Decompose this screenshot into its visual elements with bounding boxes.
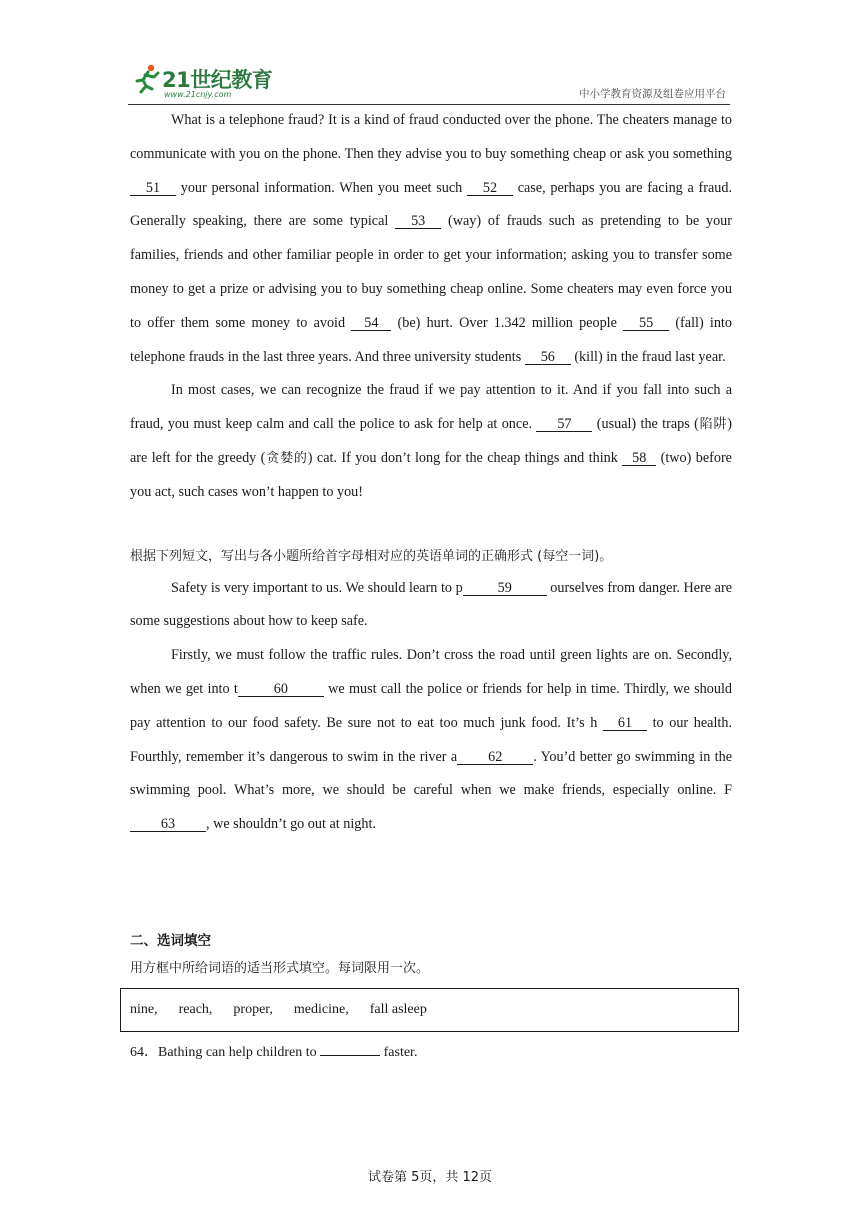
page-header xyxy=(128,58,730,105)
word-option: reach, xyxy=(178,1001,213,1017)
blank-57[interactable]: 57 xyxy=(536,417,592,432)
logo-url: www.21cnjy.com xyxy=(164,90,232,99)
site-logo xyxy=(128,58,273,102)
running-figure-icon xyxy=(134,64,160,94)
text-run: to our health. Fourthly, remember it’s dangerous to swim in the river a xyxy=(130,714,732,765)
header-tagline: 中小学教育资源及组卷应用平台 xyxy=(579,88,726,100)
passage2-instruction: 根据下列短文，写出与各小题所给首字母相对应的英语单词的正确形式 (每空一词)。 xyxy=(130,548,613,564)
blank-53[interactable]: 53 xyxy=(395,214,441,229)
text-run: we must call the police or friends for help in time. Thirdly, we should pay attention to our food safety. Be sure not to eat too much junk food. It’s h xyxy=(130,680,732,731)
spacer xyxy=(130,510,732,542)
word-option: fall asleep xyxy=(369,1001,427,1017)
word-box xyxy=(120,988,739,1032)
text-run: ourselves from danger. Here are some suggestions about how to keep safe. xyxy=(130,579,732,630)
blank-61[interactable]: 61 xyxy=(603,716,647,731)
blank-60[interactable]: 60 xyxy=(238,682,324,697)
passage1-paragraph1 xyxy=(130,104,732,374)
page-footer: 试卷第 5页，共 12页 xyxy=(367,1170,493,1185)
chinese-gloss: 陷阱 xyxy=(698,417,728,433)
text-run: Firstly, we must follow the traffic rules. Don’t cross the road until green lights are on. Secondly, when we get into t xyxy=(130,647,732,697)
text-run: , we shouldn’t go out at night. xyxy=(206,816,376,833)
passage1-paragraph2 xyxy=(130,374,732,509)
word-option: medicine, xyxy=(293,1001,349,1017)
blank-58[interactable]: 58 xyxy=(622,451,656,466)
chinese-gloss: 贪婪的 xyxy=(265,450,308,466)
text-run: . You’d better go swimming in the swimming pool. What’s more, we should be careful when we make friends, especially online. F xyxy=(130,748,732,799)
passage2-paragraph1 xyxy=(130,572,732,640)
question-number: 64． xyxy=(130,1044,158,1060)
blank-52[interactable]: 52 xyxy=(467,181,513,196)
text-run: (way) of frauds such as pretending to be your families, friends and other familiar people in order to get your information; asking you to transfer some money to get a prize or advising you to buy something cheap online. Some cheaters may even force you to offer them some money to avoid xyxy=(130,213,732,331)
spacer xyxy=(130,842,732,928)
text-run: ) are left for the greedy ( xyxy=(130,416,732,466)
text-run: (fall) into telephone frauds in the last three years. And three university students xyxy=(130,314,732,365)
blank-56[interactable]: 56 xyxy=(525,350,571,365)
blank-55[interactable]: 55 xyxy=(623,316,669,331)
text-run: Bathing can help children to xyxy=(158,1044,321,1060)
text-run: case, perhaps you are facing a fraud. Generally speaking, there are some typical xyxy=(130,179,732,230)
text-run: your personal information. When you meet such xyxy=(176,179,467,196)
question-64 xyxy=(130,1032,732,1074)
passage2-paragraph2 xyxy=(130,639,732,842)
text-run: (be) hurt. Over 1.342 million people xyxy=(391,314,624,331)
blank-62[interactable]: 62 xyxy=(457,750,533,765)
text-run: Safety is very important to us. We should learn to p xyxy=(171,579,463,596)
section-title: 二、选词填空 xyxy=(130,932,211,949)
blank-59[interactable]: 59 xyxy=(463,581,547,596)
blank-64[interactable] xyxy=(320,1055,380,1056)
text-run: faster. xyxy=(380,1044,418,1060)
text-run: In most cases, we can recognize the fraud if we pay attention to it. And if you fall into such a fraud, you must keep calm and call the police to ask for help at once. xyxy=(130,382,732,433)
text-run: What is a telephone fraud? It is a kind of fraud conducted over the phone. The cheaters manage to communicate with you on the phone. Then they advise you to buy something cheap or ask you something xyxy=(130,112,732,162)
blank-63[interactable]: 63 xyxy=(130,817,206,832)
text-run: (kill) in the fraud last year. xyxy=(570,348,726,365)
text-run: ) cat. If you don’t long for the cheap things and think xyxy=(307,449,623,466)
blank-54[interactable]: 54 xyxy=(351,316,391,331)
section-instruction: 用方框中所给词语的适当形式填空。每词限用一次。 xyxy=(130,960,430,976)
word-option: proper, xyxy=(233,1001,273,1017)
text-run: (two) before you act, such cases won’t happen to you! xyxy=(130,449,732,500)
logo-text: 21世纪教育 xyxy=(162,68,273,92)
text-run: (usual) the traps ( xyxy=(592,416,699,433)
page-content xyxy=(130,104,732,1074)
blank-51[interactable]: 51 xyxy=(130,181,176,196)
word-option: nine, xyxy=(130,1001,158,1017)
